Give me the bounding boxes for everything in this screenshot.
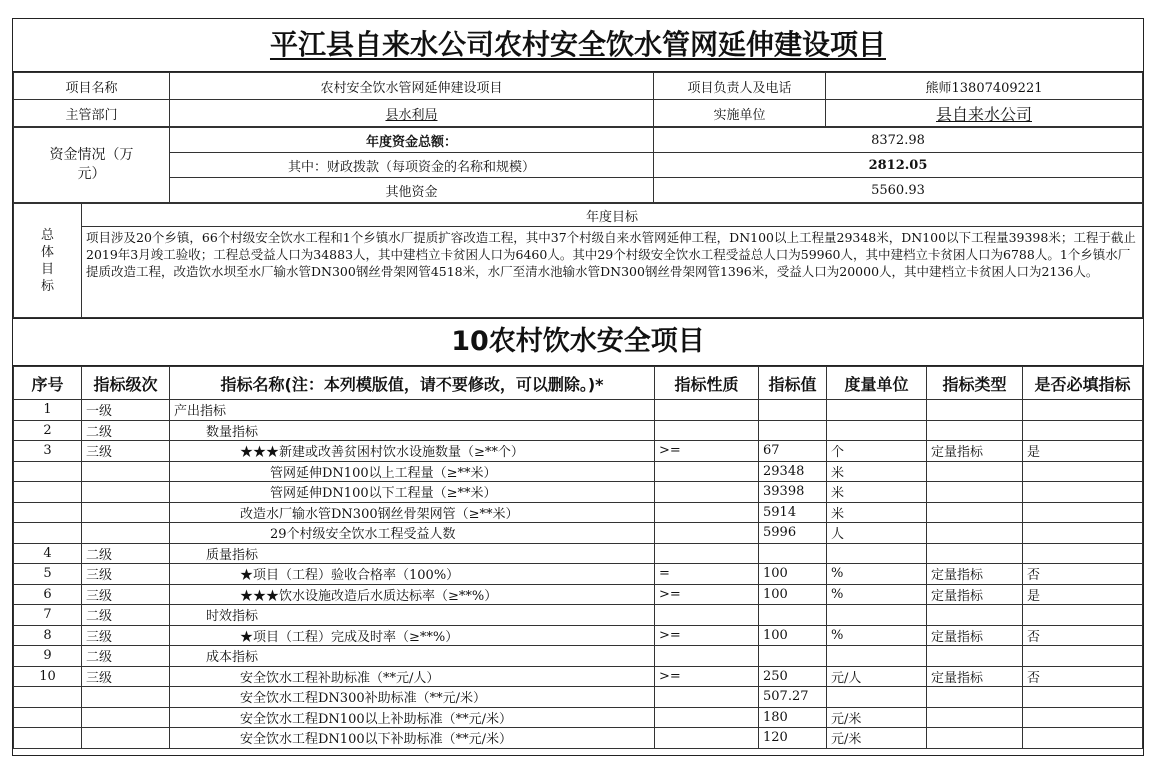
- table-cell: 安全饮水工程补助标准（**元/人）: [170, 666, 655, 687]
- table-cell: [1023, 707, 1143, 728]
- table-cell: [927, 523, 1023, 544]
- table-cell: 元/人: [827, 666, 927, 687]
- table-cell: [655, 728, 759, 749]
- table-cell: %: [827, 564, 927, 585]
- column-header: 指标级次: [82, 367, 170, 400]
- table-cell: 安全饮水工程DN100以下补助标准（**元/米）: [170, 728, 655, 749]
- table-cell: [827, 400, 927, 421]
- table-cell: 二级: [82, 543, 170, 564]
- table-cell: 否: [1023, 666, 1143, 687]
- table-row: [14, 523, 1143, 544]
- table-cell: [827, 543, 927, 564]
- project-name-label: 项目名称: [14, 73, 170, 100]
- table-cell: 3: [14, 441, 82, 462]
- table-cell: 5996: [759, 523, 827, 544]
- table-cell: >=: [655, 441, 759, 462]
- table-row: [14, 584, 1143, 605]
- table-row: [14, 728, 1143, 749]
- table-cell: 人: [827, 523, 927, 544]
- goal-table: [13, 203, 1143, 318]
- table-cell: [82, 502, 170, 523]
- table-cell: 100: [759, 584, 827, 605]
- table-cell: 定量指标: [927, 666, 1023, 687]
- table-cell: 成本指标: [170, 646, 655, 667]
- table-cell: [655, 420, 759, 441]
- table-cell: 质量指标: [170, 543, 655, 564]
- table-row: [14, 564, 1143, 585]
- indicator-table: [13, 366, 1143, 749]
- table-cell: [1023, 605, 1143, 626]
- table-cell: 否: [1023, 625, 1143, 646]
- dept-value: 县水利局: [170, 100, 654, 127]
- table-cell: 5: [14, 564, 82, 585]
- table-cell: [655, 502, 759, 523]
- table-cell: 米: [827, 461, 927, 482]
- table-cell: [14, 728, 82, 749]
- leader-value: 熊师13807409221: [826, 73, 1143, 100]
- table-cell: [1023, 420, 1143, 441]
- table-cell: [655, 646, 759, 667]
- table-cell: [927, 543, 1023, 564]
- table-cell: 管网延伸DN100以上工程量（≥**米）: [170, 461, 655, 482]
- funds-other-label: 其他资金: [170, 178, 654, 203]
- table-cell: [82, 461, 170, 482]
- table-header-row: [14, 367, 1143, 400]
- table-cell: [655, 400, 759, 421]
- table-cell: [1023, 461, 1143, 482]
- table-cell: ★★★新建或改善贫困村饮水设施数量（≥**个）: [170, 441, 655, 462]
- table-cell: 定量指标: [927, 564, 1023, 585]
- column-header: 指标名称(注：本列模版值，请不要修改，可以删除。)*: [170, 367, 655, 400]
- table-cell: 二级: [82, 646, 170, 667]
- table-cell: 米: [827, 502, 927, 523]
- table-cell: [1023, 687, 1143, 708]
- table-cell: [927, 482, 1023, 503]
- table-cell: 6: [14, 584, 82, 605]
- table-cell: [927, 400, 1023, 421]
- table-row: [14, 605, 1143, 626]
- table-cell: [82, 482, 170, 503]
- table-cell: [655, 461, 759, 482]
- table-cell: 定量指标: [927, 625, 1023, 646]
- table-cell: 120: [759, 728, 827, 749]
- goal-header: 年度目标: [82, 204, 1143, 227]
- table-row: [14, 707, 1143, 728]
- dept-label: 主管部门: [14, 100, 170, 127]
- table-cell: %: [827, 625, 927, 646]
- table-cell: %: [827, 584, 927, 605]
- table-cell: 4: [14, 543, 82, 564]
- table-cell: [82, 728, 170, 749]
- table-cell: [827, 420, 927, 441]
- table-cell: [927, 502, 1023, 523]
- table-cell: 二级: [82, 420, 170, 441]
- funds-fiscal-value: 2812.05: [654, 153, 1143, 178]
- table-cell: [1023, 728, 1143, 749]
- column-header: 是否必填指标: [1023, 367, 1143, 400]
- page-title: 平江县自来水公司农村安全饮水管网延伸建设项目: [13, 19, 1143, 72]
- table-cell: 管网延伸DN100以下工程量（≥**米）: [170, 482, 655, 503]
- table-cell: [827, 605, 927, 626]
- section-title: 10农村饮水安全项目: [13, 318, 1143, 366]
- table-cell: [655, 523, 759, 544]
- table-cell: [82, 707, 170, 728]
- table-cell: [927, 605, 1023, 626]
- funds-table: [13, 127, 1143, 203]
- table-cell: 39398: [759, 482, 827, 503]
- table-cell: [655, 687, 759, 708]
- table-cell: [759, 400, 827, 421]
- table-cell: 三级: [82, 666, 170, 687]
- goal-text: 项目涉及20个乡镇，66个村级安全饮水工程和1个乡镇水厂提质扩容改造工程，其中37个村级自来水管网延伸工程，DN100以上工程量29348米，DN100以下工程量39398米；工程于截止2019年3月竣工验收；工程总受益人口为34883人，其中建档立卡贫困人口为6460人。其中29个村级安全饮水工程受益总人口为59960人，其中建档立卡贫困人口为6788人。1个乡镇水厂提质改造工程，改造饮水坝至水厂输水管DN300钢丝骨架网管4518米，水厂至清水池输水管DN300钢丝骨架网管1396米，受益人口为20000人，其中建档立卡贫困人口为2136人。: [82, 227, 1143, 318]
- table-cell: [759, 646, 827, 667]
- leader-label: 项目负责人及电话: [654, 73, 826, 100]
- table-cell: 5914: [759, 502, 827, 523]
- table-cell: 507.27: [759, 687, 827, 708]
- table-cell: [655, 543, 759, 564]
- table-cell: 100: [759, 625, 827, 646]
- table-row: [14, 461, 1143, 482]
- impl-value: 县自来水公司: [826, 100, 1143, 127]
- table-cell: [1023, 646, 1143, 667]
- table-row: [14, 666, 1143, 687]
- table-cell: >=: [655, 584, 759, 605]
- impl-label: 实施单位: [654, 100, 826, 127]
- table-cell: [1023, 502, 1143, 523]
- table-row: [14, 687, 1143, 708]
- table-cell: 二级: [82, 605, 170, 626]
- column-header: 指标类型: [927, 367, 1023, 400]
- table-cell: 250: [759, 666, 827, 687]
- table-cell: [759, 543, 827, 564]
- table-cell: [14, 482, 82, 503]
- table-cell: [927, 420, 1023, 441]
- table-cell: 7: [14, 605, 82, 626]
- table-cell: [655, 707, 759, 728]
- form-sheet: [12, 18, 1144, 756]
- table-cell: 1: [14, 400, 82, 421]
- table-cell: 三级: [82, 441, 170, 462]
- column-header: 指标性质: [655, 367, 759, 400]
- table-row: [14, 441, 1143, 462]
- table-cell: [14, 707, 82, 728]
- table-cell: 个: [827, 441, 927, 462]
- table-cell: [927, 707, 1023, 728]
- table-cell: 定量指标: [927, 584, 1023, 605]
- project-info-table: [13, 72, 1143, 127]
- table-cell: 元/米: [827, 728, 927, 749]
- table-cell: [655, 605, 759, 626]
- table-cell: 数量指标: [170, 420, 655, 441]
- table-cell: [1023, 482, 1143, 503]
- goal-side-label: 总体目标: [14, 204, 82, 318]
- table-cell: 29348: [759, 461, 827, 482]
- project-name-value: 农村安全饮水管网延伸建设项目: [170, 73, 654, 100]
- table-cell: 8: [14, 625, 82, 646]
- table-cell: [927, 687, 1023, 708]
- table-cell: [759, 420, 827, 441]
- table-cell: 180: [759, 707, 827, 728]
- funds-total-value: 8372.98: [654, 128, 1143, 153]
- table-cell: [1023, 543, 1143, 564]
- table-cell: 一级: [82, 400, 170, 421]
- table-cell: [927, 646, 1023, 667]
- table-cell: [1023, 523, 1143, 544]
- table-cell: >=: [655, 625, 759, 646]
- table-cell: 改造水厂输水管DN300钢丝骨架网管（≥**米）: [170, 502, 655, 523]
- table-row: [14, 400, 1143, 421]
- table-cell: [82, 687, 170, 708]
- table-cell: 定量指标: [927, 441, 1023, 462]
- table-cell: [927, 728, 1023, 749]
- table-cell: [14, 523, 82, 544]
- table-cell: ★项目（工程）验收合格率（100%）: [170, 564, 655, 585]
- table-cell: 是: [1023, 584, 1143, 605]
- table-cell: 10: [14, 666, 82, 687]
- table-cell: ★★★饮水设施改造后水质达标率（≥**%）: [170, 584, 655, 605]
- table-cell: 三级: [82, 584, 170, 605]
- funds-label: 资金情况（万元）: [14, 128, 170, 203]
- table-cell: 安全饮水工程DN100以上补助标准（**元/米）: [170, 707, 655, 728]
- table-cell: 安全饮水工程DN300补助标准（**元/米）: [170, 687, 655, 708]
- table-cell: [82, 523, 170, 544]
- table-cell: [827, 687, 927, 708]
- table-cell: 100: [759, 564, 827, 585]
- table-cell: =: [655, 564, 759, 585]
- funds-total-label: 年度资金总额：: [170, 128, 654, 153]
- table-row: [14, 646, 1143, 667]
- table-cell: ★项目（工程）完成及时率（≥**%）: [170, 625, 655, 646]
- table-row: [14, 420, 1143, 441]
- table-cell: 否: [1023, 564, 1143, 585]
- table-cell: 产出指标: [170, 400, 655, 421]
- table-cell: 29个村级安全饮水工程受益人数: [170, 523, 655, 544]
- table-cell: [827, 646, 927, 667]
- table-cell: [14, 502, 82, 523]
- funds-other-value: 5560.93: [654, 178, 1143, 203]
- table-cell: [655, 482, 759, 503]
- table-cell: 是: [1023, 441, 1143, 462]
- funds-fiscal-label: 其中：财政拨款（每项资金的名称和规模）: [170, 153, 654, 178]
- table-cell: [759, 605, 827, 626]
- table-row: [14, 543, 1143, 564]
- table-row: [14, 482, 1143, 503]
- table-cell: [927, 461, 1023, 482]
- table-cell: 三级: [82, 564, 170, 585]
- table-cell: 9: [14, 646, 82, 667]
- column-header: 序号: [14, 367, 82, 400]
- table-cell: 米: [827, 482, 927, 503]
- column-header: 指标值: [759, 367, 827, 400]
- table-cell: [14, 687, 82, 708]
- table-cell: 67: [759, 441, 827, 462]
- table-row: [14, 502, 1143, 523]
- table-cell: [14, 461, 82, 482]
- table-cell: 2: [14, 420, 82, 441]
- table-cell: 三级: [82, 625, 170, 646]
- column-header: 度量单位: [827, 367, 927, 400]
- table-row: [14, 625, 1143, 646]
- table-cell: 时效指标: [170, 605, 655, 626]
- table-cell: >=: [655, 666, 759, 687]
- table-cell: 元/米: [827, 707, 927, 728]
- table-cell: [1023, 400, 1143, 421]
